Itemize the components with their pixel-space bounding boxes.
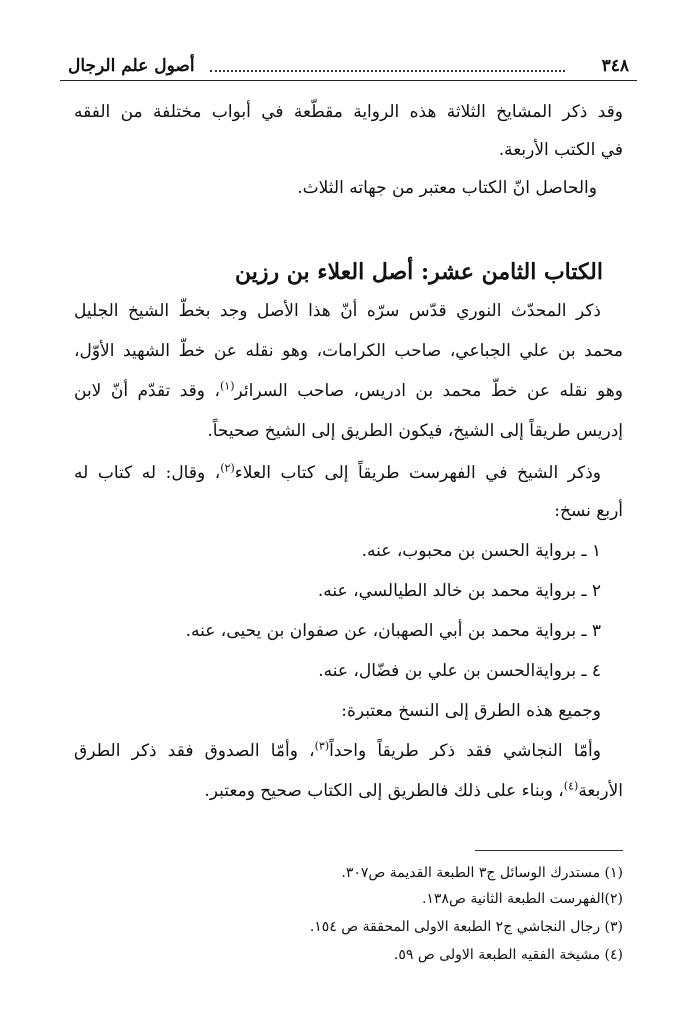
page-number: ٣٤٨ [601, 56, 629, 76]
para2-line3-text-b: ، وقد تقدّم أنّ لابن [74, 381, 220, 401]
footnote-ref-2: (٢) [220, 461, 235, 475]
para3-line1-text-a: وذكر الشيخ في الفهرست طريقاً إلى كتاب العلاء [234, 463, 601, 483]
para4-line1: وجميع هذه الطرق إلى النسخ معتبرة: [341, 701, 601, 721]
para2-line4: إدريس طريقاً إلى الشيخ، فيكون الطريق إلى الشيخ صحيحاً. [207, 421, 623, 441]
footnote-ref-1: (١) [219, 379, 235, 393]
para2-line1: ذكر المحدّث النوري قدّس سرّه أنّ هذا الأصل وجد بخطّ الشيخ الجليل [74, 301, 601, 321]
para1-line3: والحاصل انّ الكتاب معتبر من جهاته الثلاث. [297, 178, 597, 198]
para4-line2-text-a: وأمّا النجاشي فقد ذكر طريقاً واحداً [329, 741, 601, 761]
para4-line3-text-b: ، وبناء على ذلك فالطريق إلى الكتاب صحيح ومعتبر. [204, 781, 564, 801]
para2-line3 [74, 377, 623, 405]
para4-line3-text-a: الأربعة [578, 781, 623, 801]
para1-line1: وقد ذكر المشايخ الثلاثة هذه الرواية مقطّعة في أبواب مختلفة من الفقه [74, 102, 623, 122]
para3-line1-text-b: ، وقال: له كتاب له [74, 463, 221, 483]
footnote-3: (٣) رجال النجاشي ج٢ الطبعة الاولى المحققة ص ١٥٤. [309, 919, 623, 935]
footnote-1: (١) مستدرك الوسائل ج٣ الطبعة القديمة ص٣٠٧. [341, 865, 623, 881]
para4-line2 [74, 737, 601, 765]
footnote-ref-3: (٣) [314, 739, 330, 753]
footnote-4: (٤) مشيخة الفقيه الطبعة الاولى ص ٥٩. [393, 947, 623, 963]
para1-line2: في الكتب الأربعة. [498, 140, 623, 160]
para2-line2: محمد بن علي الجباعي، صاحب الكرامات، وهو نقله عن خطّ الشهيد الأوّل، [74, 341, 623, 361]
list-item-1: ١ ـ برواية الحسن بن محبوب، عنه. [361, 541, 601, 561]
running-header [60, 46, 637, 81]
list-item-2: ٢ ـ برواية محمد بن خالد الطيالسي، عنه. [317, 581, 601, 601]
book-title: أصول علم الرجال [68, 56, 195, 76]
para3-line2: أربع نسخ: [554, 501, 623, 521]
footnote-separator [475, 850, 623, 851]
para2-line3-text-a: وهو نقله عن خطّ محمد بن ادريس، صاحب السرائر [234, 381, 623, 401]
footnote-2: (٢)الفهرست الطبعة الثانية ص١٣٨. [421, 891, 623, 907]
para3-line1 [74, 459, 601, 487]
section-heading: الكتاب الثامن عشر: أصل العلاء بن رزين [234, 259, 603, 285]
para4-line3 [74, 777, 623, 805]
header-leader-dots [210, 56, 565, 72]
footnote-ref-4: (٤) [563, 779, 579, 793]
list-item-4: ٤ ـ بروايةالحسن بن علي بن فضّال، عنه. [318, 661, 601, 681]
list-item-3: ٣ ـ برواية محمد بن أبي الصهبان، عن صفوان بن يحيى، عنه. [185, 621, 601, 641]
para4-line2-text-b: ، وأمّا الصدوق فقد ذكر الطرق [74, 741, 315, 761]
